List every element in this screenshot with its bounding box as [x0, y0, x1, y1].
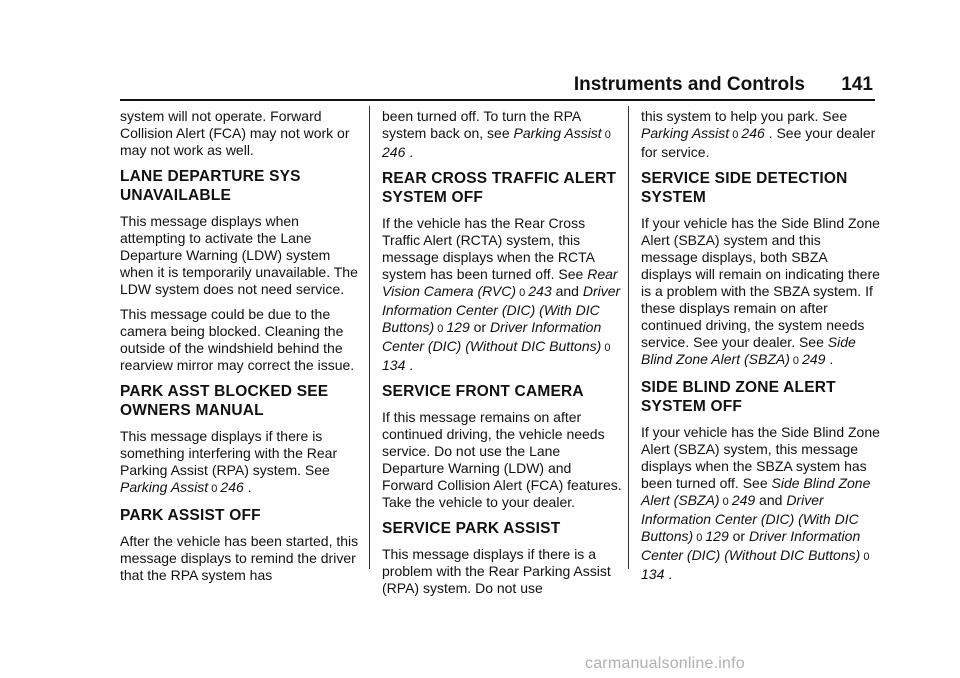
body-paragraph: [120, 306, 360, 374]
page-ref-icon: 0: [729, 129, 742, 141]
cross-reference: 249: [731, 492, 756, 508]
body-text: This message could be due to the camera being blocked. Cleaning the outside of the windshield behind the rearview mirror may correct the issue.: [120, 306, 355, 373]
body-text: .: [664, 566, 673, 582]
cross-reference: 129: [446, 319, 470, 335]
section-heading: SERVICE SIDE DETECTION SYSTEM: [641, 170, 848, 206]
body-paragraph: [382, 546, 622, 597]
body-paragraph: [641, 108, 881, 161]
page-ref-icon: 0: [601, 129, 611, 141]
watermark: carmanualsonline.info: [585, 655, 745, 672]
cross-reference: Driver Information Center (DIC) (With DIC Buttons): [382, 283, 621, 335]
text-column-3: [641, 108, 881, 591]
page-number: 141: [841, 74, 873, 95]
page-ref-icon: 0: [601, 342, 611, 354]
cross-reference: Side Blind Zone Alert (SBZA): [641, 475, 871, 508]
section-heading: PARK ASST BLOCKED SEE OWNERS MANUAL: [120, 383, 329, 419]
body-text: been turned off. To turn the RPA system back on, see: [382, 108, 581, 141]
section-heading: PARK ASSIST OFF: [120, 507, 261, 524]
column-divider: [369, 106, 370, 569]
section-heading: SIDE BLIND ZONE ALERT SYSTEM OFF: [641, 379, 836, 415]
cross-reference: Driver Information Center (DIC) (Without DIC Buttons): [641, 528, 861, 563]
section-heading: REAR CROSS TRAFFIC ALERT SYSTEM OFF: [382, 170, 617, 206]
body-paragraph: [120, 533, 360, 584]
section-heading: SERVICE PARK ASSIST: [382, 520, 561, 537]
cross-reference: 246: [220, 479, 244, 495]
text-column-1: [120, 108, 360, 592]
page-header: [120, 70, 875, 100]
page-ref-icon: 0: [516, 287, 529, 299]
body-text: If your vehicle has the Side Blind Zone Alert (SBZA) system and this message displays, both SBZA displays will remain on indicating there is a problem with the SBZA system. If these displays remain on after continued driving, the system needs service. See your dealer. See: [641, 215, 880, 350]
body-paragraph: [641, 215, 881, 370]
text-column-2: [382, 108, 622, 605]
body-text: or: [728, 528, 749, 544]
body-paragraph: [120, 108, 360, 159]
page-ref-icon: 0: [434, 323, 447, 335]
body-paragraph: [641, 424, 881, 583]
cross-reference: Parking Assist: [641, 125, 730, 141]
section-heading: SERVICE FRONT CAMERA: [382, 383, 584, 400]
cross-reference: Driver Information Center (DIC) (With DIC Buttons): [641, 492, 859, 544]
cross-reference: 243: [528, 283, 552, 299]
cross-reference: 246: [741, 125, 765, 141]
page-ref-icon: 0: [860, 551, 870, 563]
column-divider: [628, 106, 629, 569]
body-text: .: [825, 351, 834, 367]
cross-reference: 134: [641, 566, 665, 582]
page-ref-icon: 0: [208, 483, 221, 495]
cross-reference: Driver Information Center (DIC) (Without DIC Buttons): [382, 319, 602, 354]
body-paragraph: [120, 428, 360, 498]
cross-reference: 134: [382, 357, 406, 373]
body-text: This message displays if there is a problem with the Rear Parking Assist (RPA) system. Do not use: [382, 546, 611, 596]
page-ref-icon: 0: [693, 532, 706, 544]
page-ref-icon: 0: [719, 496, 732, 508]
cross-reference: Parking Assist: [120, 479, 209, 495]
body-paragraph: [382, 215, 622, 374]
body-paragraph: [382, 108, 622, 161]
body-text: This message displays if there is something interfering with the Rear Parking Assist (RPA) system. See: [120, 428, 338, 478]
section-heading: LANE DEPARTURE SYS UNAVAILABLE: [120, 168, 301, 204]
cross-reference: 246: [382, 144, 406, 160]
cross-reference: Rear Vision Camera (RVC): [382, 266, 618, 299]
body-text: .: [243, 479, 252, 495]
body-paragraph: [382, 409, 622, 511]
body-text: system will not operate. Forward Collision Alert (FCA) may not work or may not work as well.: [120, 108, 350, 158]
header-rule: [120, 99, 875, 101]
body-text: If the vehicle has the Rear Cross Traffic Alert (RCTA) system, this message displays when the RCTA system has been turned off. See: [382, 215, 595, 282]
body-text: This message displays when attempting to activate the Lane Departure Warning (LDW) system when it is temporarily unavailable. The LDW system does not need service.: [120, 213, 358, 297]
page-ref-icon: 0: [789, 355, 803, 367]
body-text: .: [405, 357, 414, 373]
cross-reference: 249: [802, 351, 826, 367]
body-text: .: [405, 144, 414, 160]
cross-reference: 129: [705, 528, 729, 544]
body-paragraph: [120, 213, 360, 298]
body-text: . See your dealer for service.: [641, 125, 876, 160]
section-title: Instruments and Controls: [573, 74, 805, 95]
body-text: If this message remains on after continued driving, the vehicle needs service. Do not use the Lane Departure Warning (LDW) and Forward Collision Alert (FCA) features. Take the vehicle to your dealer.: [382, 409, 622, 510]
body-text: If your vehicle has the Side Blind Zone Alert (SBZA) system, this message displays when the SBZA system has been turned off. See: [641, 424, 880, 491]
body-text: this system to help you park. See: [641, 108, 848, 124]
body-text: and: [755, 492, 787, 508]
body-text: and: [551, 283, 583, 299]
cross-reference: Side Blind Zone Alert (SBZA): [641, 334, 856, 367]
body-text: or: [469, 319, 490, 335]
body-text: After the vehicle has been started, this message displays to remind the driver that the RPA system has: [120, 533, 359, 583]
cross-reference: Parking Assist: [513, 125, 602, 141]
